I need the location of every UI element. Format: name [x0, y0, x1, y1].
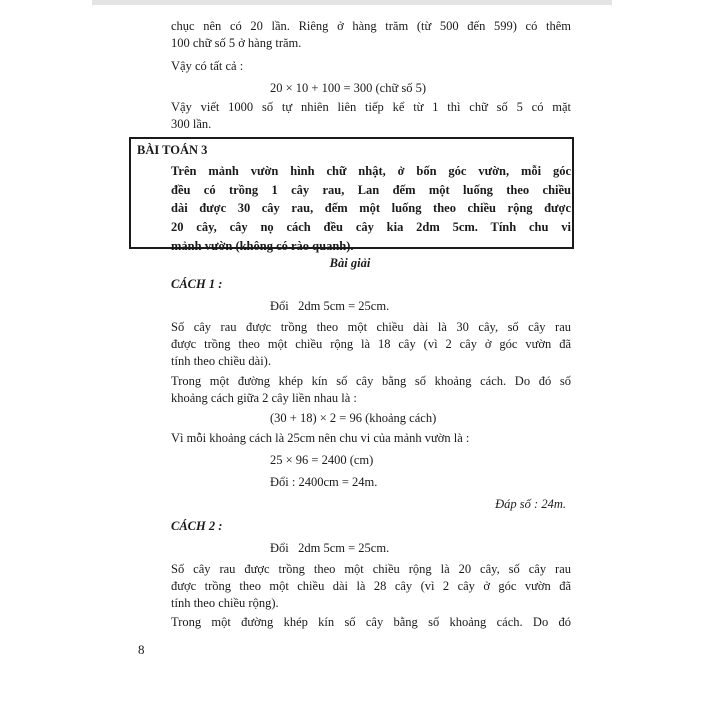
problem-line: đều có trồng 1 cây rau, Lan đếm một luống theo chiều [171, 183, 571, 197]
solution-heading: Bài giải [329, 256, 371, 270]
text-line: được trồng theo một chiều rộng là 18 cây (vì 2 cây ở góc vườn đã [171, 337, 571, 351]
text-line: tính theo chiều rộng). [171, 596, 279, 610]
equation: Đổi 2dm 5cm = 25cm. [270, 541, 390, 555]
equation: (30 + 18) × 2 = 96 (khoảng cách) [270, 411, 437, 425]
text-line: tính theo chiều dài). [171, 354, 271, 368]
method1-title: CÁCH 1 : [171, 277, 223, 291]
text-line: khoảng cách giữa 2 cây liền nhau là : [171, 391, 357, 405]
text-line: Trong một đường khép kín số cây bằng số khoảng cách. Do đó số [171, 374, 571, 388]
text-line: Số cây rau được trồng theo một chiều rộng là 20 cây, số cây rau [171, 562, 571, 576]
text-line: Trong một đường khép kín số cây bằng số khoảng cách. Do đó [171, 615, 571, 629]
equation: 25 × 96 = 2400 (cm) [270, 453, 374, 467]
problem-line: mảnh vườn (không có rào quanh). [171, 239, 354, 253]
text-line: Số cây rau được trồng theo một chiều dài là 30 cây, số cây rau [171, 320, 571, 334]
problem-line: dài được 30 cây rau, đếm một luống theo chiều rộng được [171, 201, 571, 215]
equation: Đổi 2dm 5cm = 25cm. [270, 299, 390, 313]
page-number: 8 [138, 642, 145, 657]
text-line: Vậy có tất cả : [171, 59, 244, 73]
answer: Đáp số : 24m. [495, 497, 566, 511]
text-line: Vì mỗi khoảng cách là 25cm nên chu vi của mảnh vườn là : [171, 431, 470, 445]
scan-top-edge [92, 0, 612, 5]
equation: 20 × 10 + 100 = 300 (chữ số 5) [270, 81, 427, 95]
problem-line: 20 cây, cây nọ cách đều cây kia 2dm 5cm. Tính chu vi [171, 220, 571, 234]
equation: Đổi : 2400cm = 24m. [270, 475, 378, 489]
text-line: chục nên có 20 lần. Riêng ở hàng trăm (từ 500 đến 599) có thêm [171, 19, 571, 33]
problem-line: Trên mảnh vườn hình chữ nhật, ở bốn góc vườn, mỗi góc [171, 164, 571, 178]
text-line: 100 chữ số 5 ở hàng trăm. [171, 36, 302, 50]
problem-title: BÀI TOÁN 3 [137, 143, 208, 157]
text-line: được trồng theo một chiều dài là 28 cây (vì 2 cây ở góc vườn đã [171, 579, 571, 593]
method2-title: CÁCH 2 : [171, 519, 223, 533]
text-line: 300 lần. [171, 117, 212, 131]
text-line: Vậy viết 1000 số tự nhiên liên tiếp kể từ 1 thì chữ số 5 có mặt [171, 100, 571, 114]
